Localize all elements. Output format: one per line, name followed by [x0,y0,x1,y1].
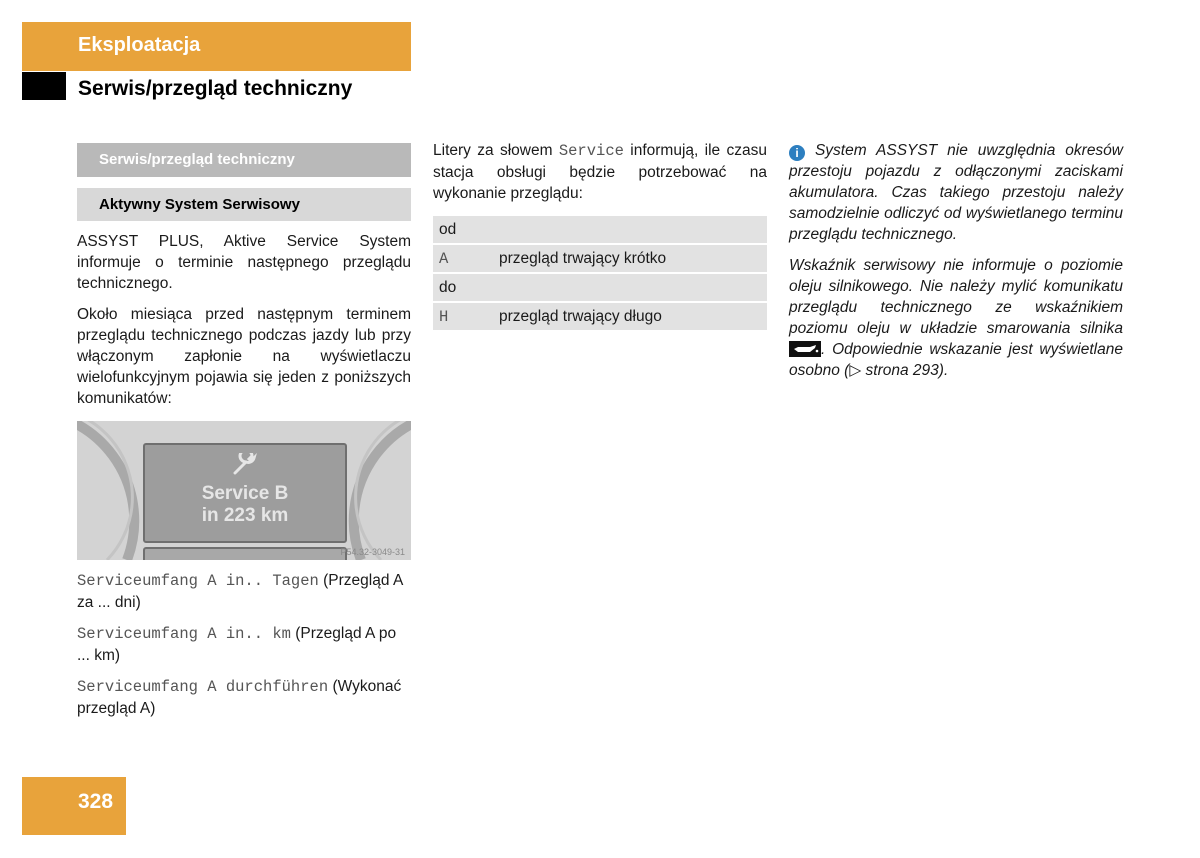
message-text: (Wykonać przegląd A) [77,678,402,717]
table-key: A [433,245,489,272]
table-value [489,274,767,301]
page-number: 328 [78,790,114,813]
table-row [433,303,767,330]
service-letters-table [433,214,767,332]
display-line-1: Service B [201,483,289,504]
message-item [77,570,411,613]
table-value [489,216,767,243]
display-screen-lower [143,547,347,560]
section-label: Eksploatacja [78,34,201,56]
message-item [77,623,411,666]
wrench-icon [231,453,259,477]
paragraph-intro: ASSYST PLUS, Aktive Service System informuje o terminie następnego przeglądu technicznego. [77,233,411,292]
oil-can-icon [789,341,821,357]
table-key: H [433,303,489,330]
table-value: przegląd trwający krótko [489,245,767,272]
display-screen [143,443,347,543]
message-item [77,676,411,719]
info-note [789,140,1123,245]
page-title: Serwis/przegląd techniczny [78,77,353,100]
oil-note [789,255,1123,381]
intro-code: Service [558,142,624,160]
topic-box: Aktywny System Serwisowy [77,188,411,221]
oil-can-graphic [789,341,821,357]
table-row [433,216,767,243]
subsection-box: Serwis/przegląd techniczny [77,143,411,177]
info-note-text: System ASSYST nie uwzględnia okresów przestoju pojazdu z odłączonymi zaciskami akumulatora. Czas takiego przestoju należy samodzielnie odliczyć od wyświetlanego terminu przeglądu technicznego. [789,142,1123,243]
oil-note-text-end: . Odpowiednie wskazanie jest wyświetlane osobno (▷ strona 293). [789,341,1123,379]
message-code: Serviceumfang A durchführen [77,678,329,696]
table-key: od [433,216,489,243]
message-text: (Przegląd A za ... dni) [77,572,403,611]
service-letters-intro [433,140,767,204]
title-marker [22,72,66,100]
column-right [789,140,1123,381]
table-row [433,274,767,301]
column-left [77,140,411,719]
column-middle [433,140,767,332]
info-icon: i [789,145,805,161]
table-row [433,245,767,272]
intro-text: Litery za słowem [433,142,559,159]
paragraph-messages: Około miesiąca przed następnym terminem przeglądu technicznego podczas jazdy lub przy włączonym zapłonie na wyświetlaczu wielofunkcyjnym pojawia się jeden z poniższych komunikatów: [77,306,411,407]
table-value: przegląd trwający długo [489,303,767,330]
table-key: do [433,274,489,301]
instrument-cluster-image [77,421,411,560]
message-code: Serviceumfang A in.. Tagen [77,572,319,590]
oil-note-text: Wskaźnik serwisowy nie informuje o poziomie oleju silnikowego. Nie należy mylić komunikatu przeglądu technicznego ze wskaźnikiem poziomu oleju w układzie smarowania silnika [789,257,1123,337]
message-text: (Przegląd A po ... km) [77,625,397,664]
message-code: Serviceumfang A in.. km [77,625,291,643]
figure-code: P54.32-3049-31 [340,547,405,557]
display-line-2: in 223 km [201,505,289,526]
intro-text-end: informują, ile czasu stacja obsługi będzie potrzebować na wykonanie przeglądu: [433,142,767,202]
